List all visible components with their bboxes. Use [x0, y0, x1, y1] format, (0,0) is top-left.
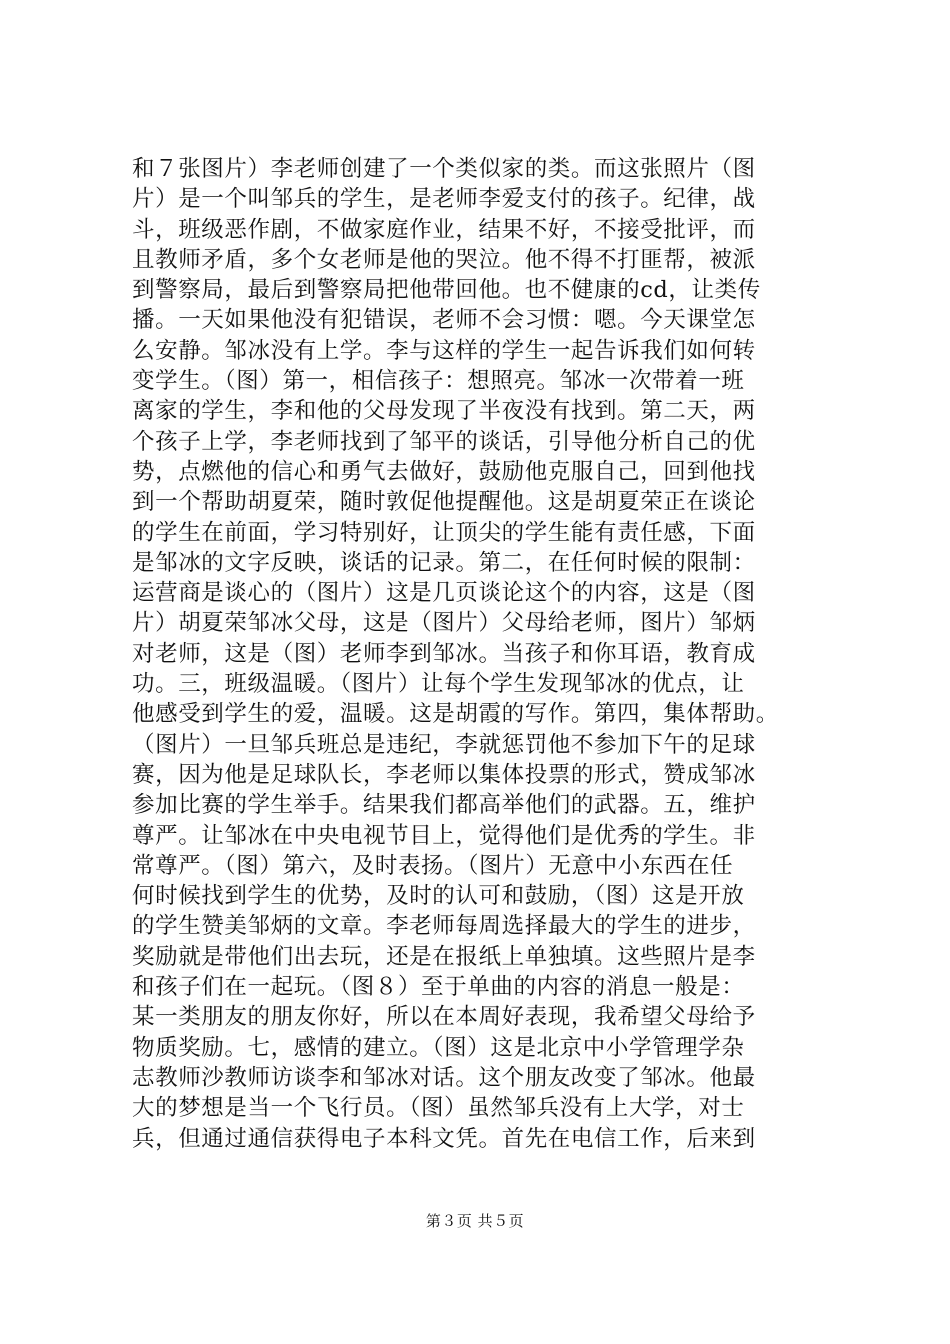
text-line: 常尊严。（图）第六，及时表扬。（图片）无意中小东西在任 — [132, 852, 734, 879]
text-line: 的学生赞美邹炳的文章。李老师每周选择最大的学生的进步， — [132, 913, 756, 940]
text-line: 么安静。邹冰没有上学。李与这样的学生一起告诉我们如何转 — [132, 337, 756, 364]
text-line: 个孩子上学，李老师找到了邹平的谈话，引导他分析自己的优 — [132, 428, 756, 455]
text-line: 大的梦想是当一个飞行员。（图）虽然邹兵没有上大学，对士 — [132, 1095, 745, 1122]
text-line: 运营商是谈心的（图片）这是几页谈论这个的内容，这是（图 — [132, 580, 756, 607]
text-line: 和孩子们在一起玩。（图８）至于单曲的内容的消息一般是： — [132, 974, 745, 1001]
page-number-footer: 第３页 共５页 — [425, 1212, 525, 1230]
text-line: 且教师矛盾，多个女老师是他的哭泣。他不得不打匪帮，被派 — [132, 246, 756, 273]
text-line: 对老师，这是（图）老师李到邹冰。当孩子和你耳语，教育成 — [132, 640, 756, 667]
text-line: 片）是一个叫邹兵的学生，是老师李爱支付的孩子。纪律，战 — [132, 186, 756, 213]
text-line: 何时候找到学生的优势，及时的认可和鼓励，（图）这是开放 — [132, 883, 745, 910]
text-line: 参加比赛的学生举手。结果我们都高举他们的武器。五，维护 — [132, 792, 756, 819]
text-line: 物质奖励。七，感情的建立。（图）这是北京中小学管理学杂 — [132, 1034, 745, 1061]
text-line: 离家的学生，李和他的父母发现了半夜没有找到。第二天，两 — [132, 398, 756, 425]
text-line: 兵，但通过通信获得电子本科文凭。首先在电信工作，后来到 — [132, 1125, 756, 1152]
text-line: 势，点燃他的信心和勇气去做好，鼓励他克服自己，回到他找 — [132, 458, 756, 485]
text-line: 和７张图片）李老师创建了一个类似家的类。而这张照片（图 — [132, 156, 756, 182]
text-line: 播。一天如果他没有犯错误，老师不会习惯：嗯。今天课堂怎 — [132, 307, 756, 334]
text-line: 的学生在前面，学习特别好，让顶尖的学生能有责任感，下面 — [132, 519, 756, 546]
body-text — [132, 154, 832, 1154]
text-line: 奖励就是带他们出去玩，还是在报纸上单独填。这些照片是李 — [132, 943, 756, 970]
text-line: 尊严。让邹冰在中央电视节目上，觉得他们是优秀的学生。非 — [132, 822, 756, 849]
text-line: 赛，因为他是足球队长，李老师以集体投票的形式，赞成邹冰 — [132, 761, 756, 788]
text-line: 到警察局，最后到警察局把他带回他。也不健康的cd，让类传 — [132, 277, 761, 304]
text-line: 到一个帮助胡夏荣，随时敦促他提醒他。这是胡夏荣正在谈论 — [132, 489, 756, 516]
text-line: 片）胡夏荣邹冰父母，这是（图片）父母给老师，图片）邹炳 — [132, 610, 756, 637]
text-line: 斗，班级恶作剧，不做家庭作业，结果不好，不接受批评，而 — [132, 216, 756, 243]
text-line: （图片）一旦邹兵班总是违纪，李就惩罚他不参加下午的足球 — [132, 731, 756, 758]
text-line: 是邹冰的文字反映，谈话的记录。第二，在任何时候的限制： — [132, 549, 756, 576]
text-line: 某一类朋友的朋友你好，所以在本周好表现，我希望父母给予 — [132, 1004, 756, 1031]
text-line: 变学生。（图）第一，相信孩子：想照亮。邹冰一次带着一班 — [132, 368, 745, 395]
text-line: 他感受到学生的爱，温暖。这是胡霞的写作。第四，集体帮助。 — [132, 701, 779, 728]
text-line: 功。三，班级温暖。（图片）让每个学生发现邹冰的优点，让 — [132, 671, 745, 698]
text-line: 志教师沙教师访谈李和邹冰对话。这个朋友改变了邹冰。他最 — [132, 1064, 756, 1091]
